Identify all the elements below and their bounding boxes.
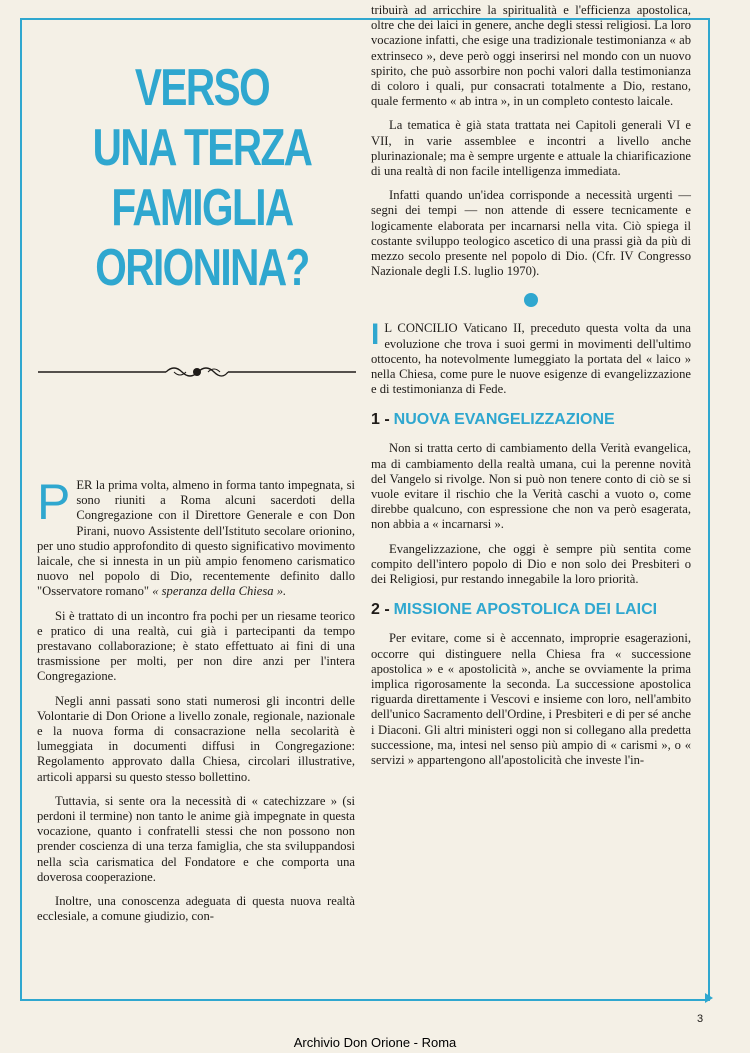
paragraph: tribuirà ad arricchire la spiritualità e l'efficienza apostolica, oltre che dei laici in genere, anche degli stessi religiosi. La loro vocazione infatti, che esige una tradizionale testimonianza « ab extrinseco », deve però oggi inserirsi nel mondo con un nuovo spirito, che può assorbire non pochi valori dalla testimonianza di coloro i quali, pur consacrati totalmente a Dio, restano, quale fermento « ab intra », in un completo contesto laicale. [371,3,691,109]
intro-text: ER la prima volta, almeno in forma tanto impegnata, si sono riuniti a Roma alcuni sacerdoti della Congregazione con il Direttore Generale e con Don Pirani, nuovo Assistente dell'Istituto secolare orionino, per uno studio approfondito di questo significativo movimento laicale, che si innesta in un più ampio fenomeno carismatico nuovo nel popolo di Dio, recentemente definito dallo "Osservatore romano" [37,478,355,599]
title-line: UNA TERZA [92,119,312,177]
section-title: NUOVA EVANGELIZZAZIONE [393,411,615,429]
intro-quote: « speranza della Chiesa ». [152,584,287,599]
paragraph: Infatti quando un'idea corrisponde a necessità urgenti — segni dei tempi — non attende di essere tecnicamente e logicamente elaborata per incarnarsi nella vita. Ciò spiega il costante sviluppo teologico ascetico di una prassi già da più di mezzo secolo presente nel popolo di Dio. (Cfr. IV Congresso Nazionale degli I.S. luglio 1970). [371,188,691,279]
paragraph: La tematica è già stata trattata nei Capitoli generali VI e VII, in varie assemblee e incontri a livello anche plurinazionale; ma è sempre urgente e attuale la chiarificazione di una realtà di non facile intelligenza immediata. [371,118,691,179]
drop-cap: P [37,474,71,530]
paragraph: Tuttavia, si sente ora la necessità di « catechizzare » (si perdoni il termine) non tanto le anime già impegnate in questa vocazione, quanto i confratelli stessi che non possono non prender coscienza di una terza famiglia, che sta sviluppandosi nella scìa carismatica del Fondatore e che comporta una doverosa cooperazione. [37,793,355,884]
paragraph: Non si tratta certo di cambiamento della Verità evangelica, ma di cambiamento della realtà umana, cui la perenne novità del Vangelo si rivolge. Non si può non tenere conto di ciò se si vuole evitare il rischio che la Verità caschi a vuoto o, come direbbe qualcuno, con espressione che non va però esagerata, non abbia a « incarnarsi ». [371,441,691,532]
drop-cap: I [371,318,380,352]
page-number: 3 [697,1013,704,1025]
title-line: VERSO [134,59,270,117]
section-number: 2 - [371,601,390,619]
bullet-dot-icon [524,293,538,307]
section-number: 1 - [371,411,390,429]
section-heading-1 [371,411,691,429]
paragraph: Si è trattato di un incontro fra pochi per un riesame teorico e pratico di una realtà, cui già i partecipanti da tempo prestavano collaborazione; è stato effettuato ai fini di una trasmissione per molti, per non dire anzi per l'intera Congregazione. [37,608,355,684]
paragraph: Inoltre, una conoscenza adeguata di questa nuova realtà ecclesiale, a comune giudizio, con- [37,894,355,924]
title-line: FAMIGLIA [111,179,293,237]
archive-footer: Archivio Don Orione - Roma [293,1035,457,1050]
concilio-paragraph [371,318,691,397]
paragraph: Per evitare, come si è accennato, improprie esagerazioni, occorre qui distinguere nella Chiesa fra « successione apostolica » e « apostolicità », anche se ovviamente la prima implica rigorosamente la seconda. La successione apostolica riguarda direttamente i Vescovi e insieme con loro, nell'ambito dell'unico Sacramento dell'Ordine, i Presbiteri e di per sé anche i Diaconi. Gli altri ministeri oggi non si collegano alla predetta successione, ma, intesi nel senso più ampio di « carismi », o « servizi » appartengono all'apostolicità che investe l'in- [371,631,691,767]
intro-paragraph [37,474,355,600]
continue-arrow-icon [705,993,713,1003]
article-title [80,58,323,298]
concilio-text: L CONCILIO Vaticano II, preceduto questa volta da una evoluzione che trova i suoi germi in movimenti dell'ultimo ottocento, ha notevolmente lumeggiato la portata del « laico » nella Chiesa, come pure le nuove esigenze di evangelizzazione e di testimonianza di Fede. [371,321,691,397]
section-heading-2 [371,601,691,619]
title-line: ORIONINA? [95,239,309,297]
right-column [371,3,691,777]
paragraph: Evangelizzazione, che oggi è sempre più sentita come compito dell'intero popolo di Dio e non solo dei Presbiteri o dei Religiosi, pur restando innegabile la loro priorità. [371,541,691,587]
paragraph: Negli anni passati sono stati numerosi gli incontri delle Volontarie di Don Orione a livello zonale, regionale, nazionale e la nuova forma di consacrazione nella secolarità è lumeggiata in documenti diffusi in Congregazione: Regolamento approvato dalla Chiesa, circolari illustrative, articoli apparsi su questo stesso bollettino. [37,693,355,784]
section-title: MISSIONE APOSTOLICA DEI LAICI [393,601,658,619]
left-column [37,474,355,933]
ornament-divider-icon [38,360,356,384]
